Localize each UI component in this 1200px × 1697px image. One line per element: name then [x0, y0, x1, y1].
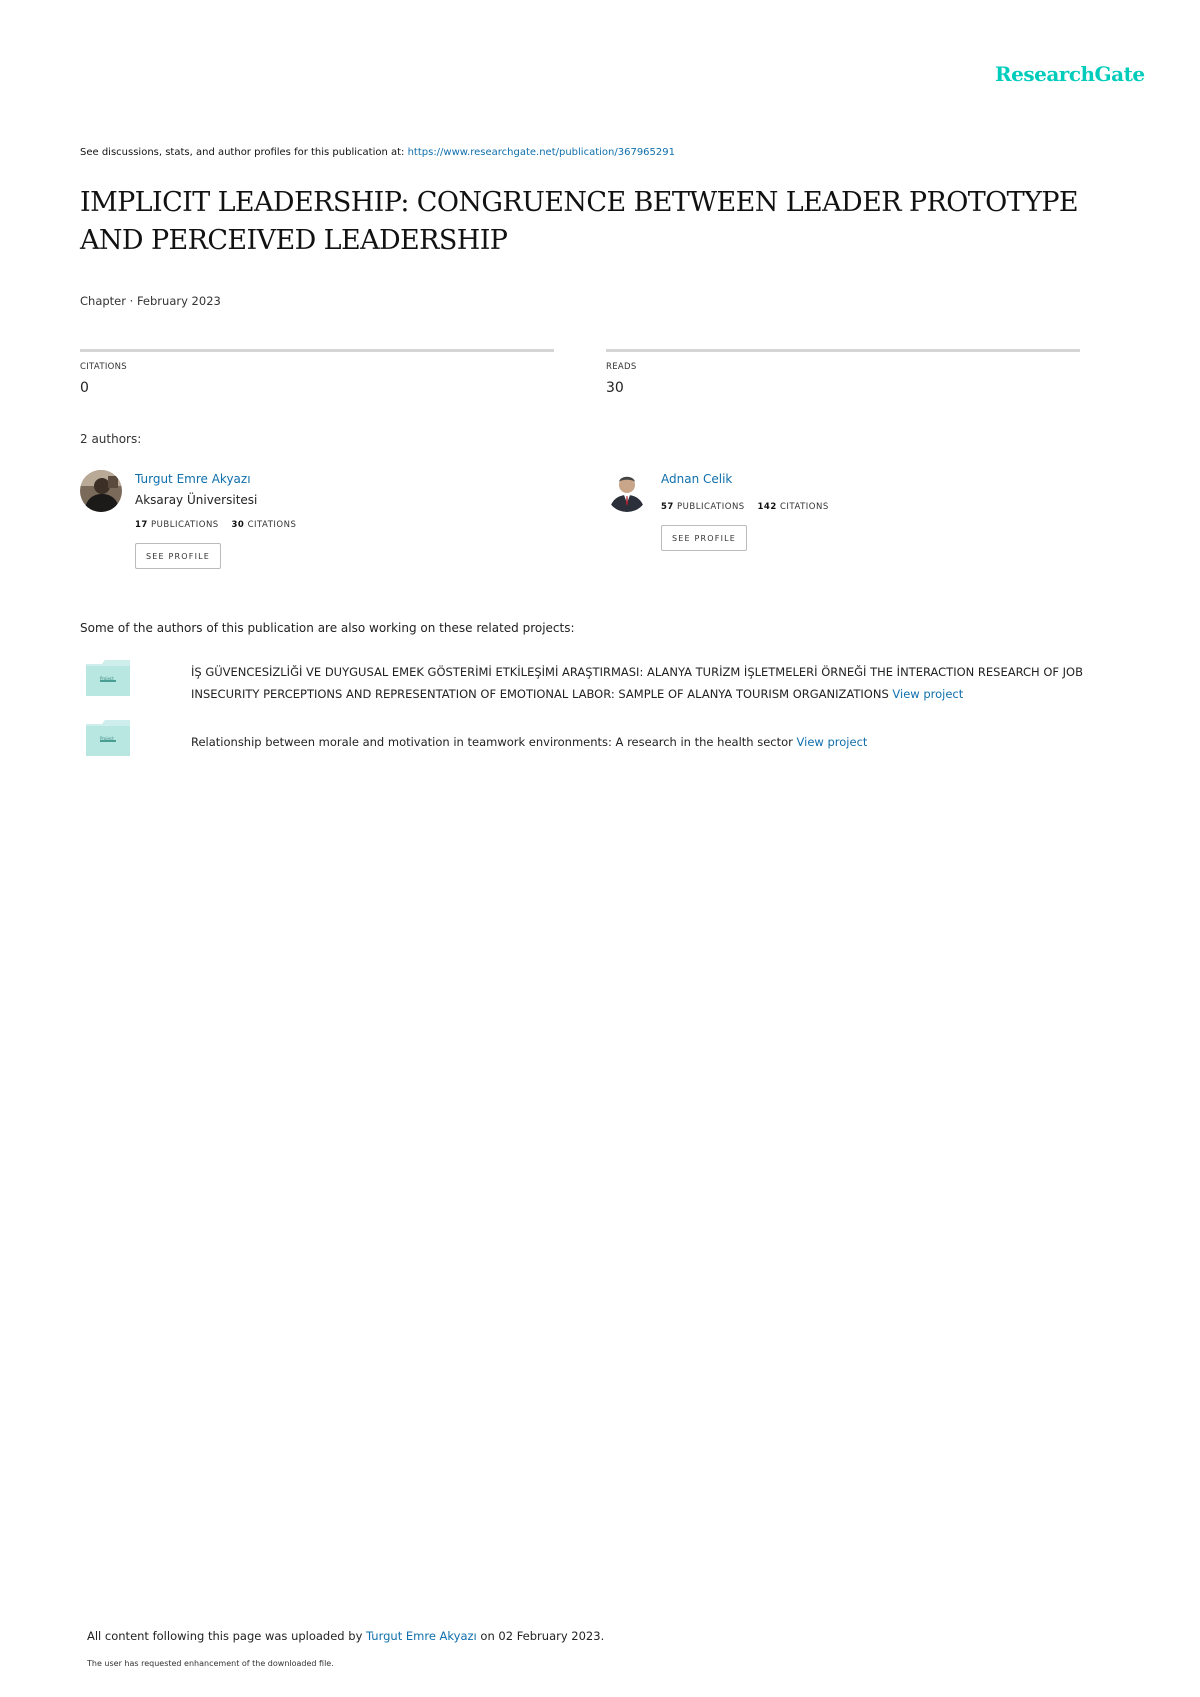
citations-count: 30	[231, 520, 245, 530]
upload-info	[87, 1629, 604, 1643]
author-card	[606, 470, 1066, 560]
reads-label: READS	[606, 362, 637, 372]
researchgate-logo[interactable]: ResearchGate	[995, 62, 1145, 86]
author-photo-icon[interactable]	[80, 470, 122, 512]
project-title: İŞ GÜVENCESİZLİĞİ VE DUYGUSAL EMEK GÖSTERİMİ ETKİLEŞİMİ ARAŞTIRMASI: ALANYA TURİZM İŞLETMELERİ ÖRNEĞİ THE İNTERACTION RESEARCH OF JOB INSECURITY PERCEPTIONS AND REPRESENTATION OF EMOTIONAL LABOR: SAMPLE OF ALANYA TOURISM ORGANIZATIONS	[191, 665, 1083, 701]
project-icon-label: Project	[100, 676, 114, 681]
discussions-prefix: See discussions, stats, and author profiles for this publication at:	[80, 147, 408, 158]
citations-label: CITATIONS	[247, 520, 297, 530]
project-folder-icon[interactable]	[86, 660, 130, 696]
view-project-link[interactable]: View project	[796, 735, 868, 749]
see-profile-button[interactable]: SEE PROFILE	[135, 543, 221, 569]
publications-label: PUBLICATIONS	[677, 502, 745, 512]
author-name-link[interactable]: Adnan Celik	[661, 472, 733, 486]
author-photo-icon[interactable]	[606, 470, 648, 512]
upload-prefix: All content following this page was uploaded by	[87, 1629, 367, 1643]
project-icon-label: Project	[100, 736, 114, 741]
uploader-link[interactable]: Turgut Emre Akyazı	[366, 1629, 477, 1643]
publication-title: IMPLICIT LEADERSHIP: CONGRUENCE BETWEEN LEADER PROTOTYPE AND PERCEIVED LEADERSHIP	[80, 187, 1078, 256]
author-stats	[661, 502, 829, 512]
citations-label: CITATIONS	[779, 502, 829, 512]
project-item	[191, 731, 1111, 753]
citations-count: 142	[757, 502, 777, 512]
publications-count: 57	[661, 502, 674, 512]
discussions-line	[80, 147, 675, 158]
authors-count: 2 authors:	[80, 432, 142, 446]
author-stats	[135, 520, 296, 530]
publications-label: PUBLICATIONS	[151, 520, 219, 530]
reads-divider	[606, 349, 1080, 352]
author-name-link[interactable]: Turgut Emre Akyazı	[135, 472, 251, 486]
project-item	[191, 661, 1111, 705]
upload-suffix: on 02 February 2023.	[476, 1629, 605, 1643]
project-title: Relationship between morale and motivation in teamwork environments: A research in the health sector	[191, 735, 793, 749]
enhancement-note: The user has requested enhancement of the downloaded file.	[87, 1659, 334, 1668]
citations-divider	[80, 349, 554, 352]
publication-type-date: Chapter · February 2023	[80, 294, 221, 308]
view-project-link[interactable]: View project	[892, 687, 964, 701]
related-projects-heading: Some of the authors of this publication are also working on these related projects:	[80, 621, 575, 635]
reads-value: 30	[606, 380, 624, 396]
publications-count: 17	[135, 520, 148, 530]
see-profile-button[interactable]: SEE PROFILE	[661, 525, 747, 551]
project-folder-icon[interactable]	[86, 720, 130, 756]
citations-value: 0	[80, 380, 89, 396]
publication-url-link[interactable]: https://www.researchgate.net/publication/367965291	[407, 147, 675, 158]
citations-label: CITATIONS	[80, 362, 127, 372]
author-institution: Aksaray Üniversitesi	[135, 493, 258, 507]
author-card	[80, 470, 540, 580]
